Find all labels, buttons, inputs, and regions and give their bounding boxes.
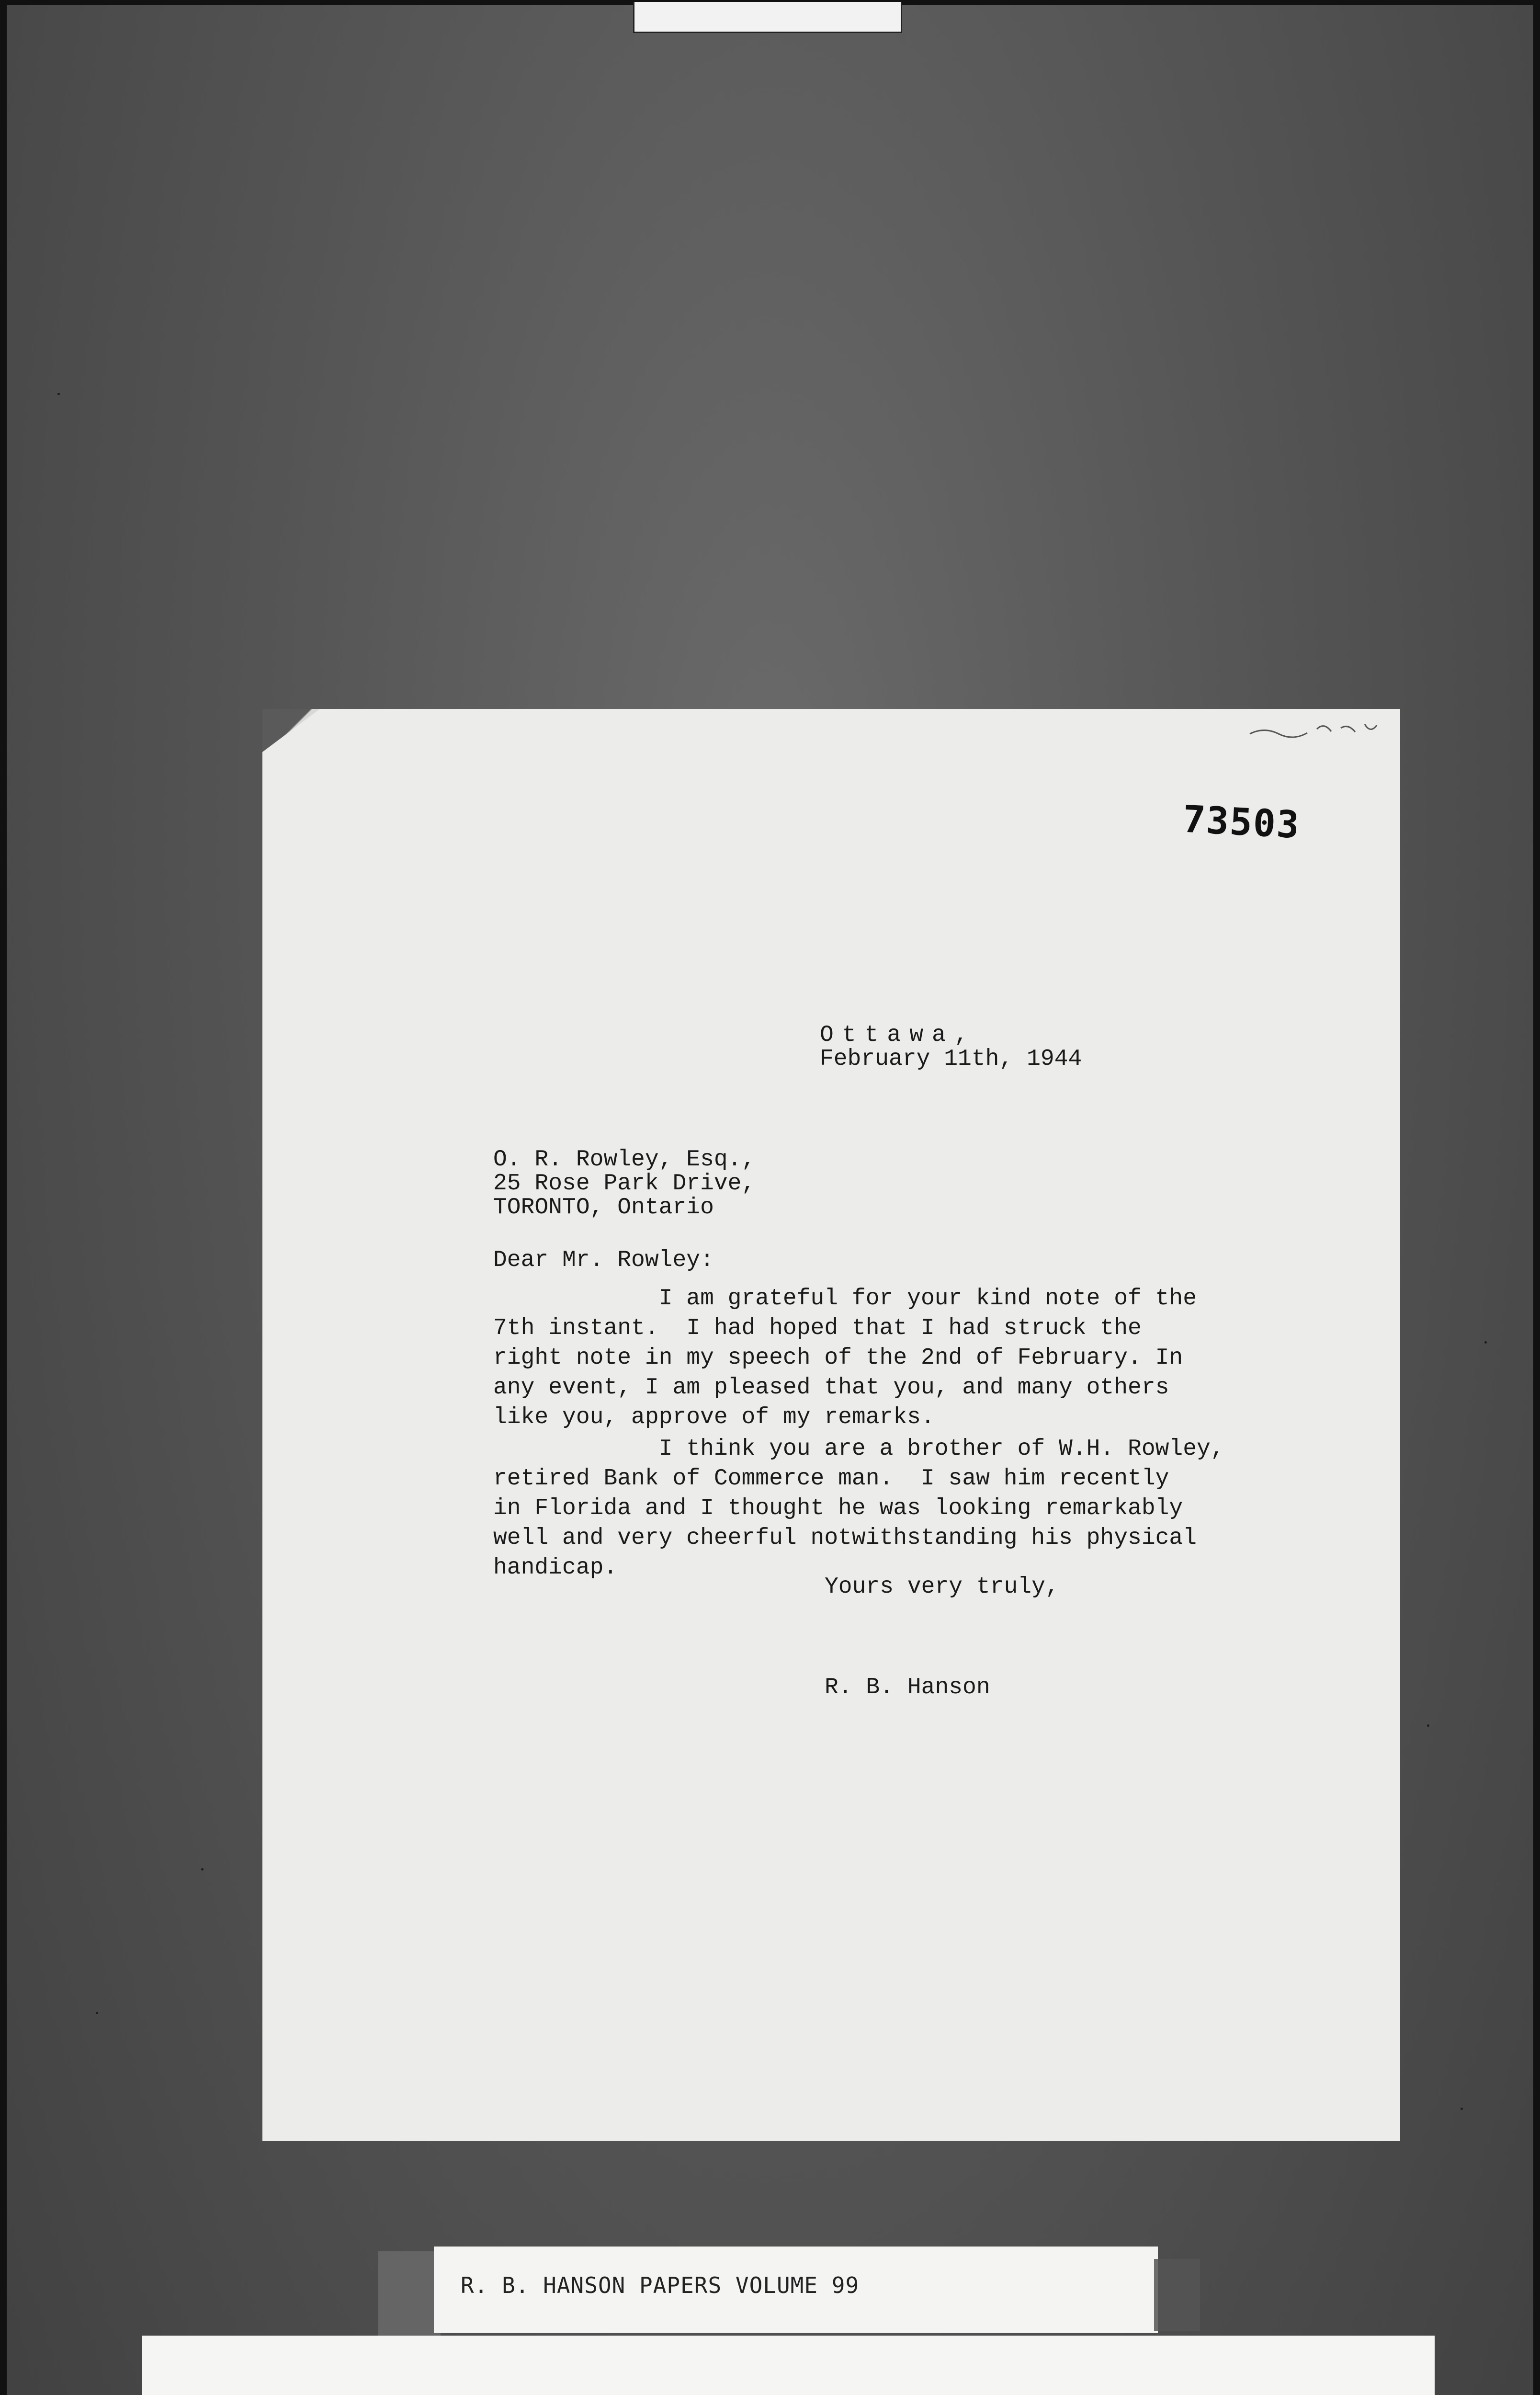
film-speck — [96, 2012, 98, 2014]
recipient-name: O. R. Rowley, Esq., — [493, 1147, 756, 1173]
signature-name: R. B. Hanson — [825, 1675, 990, 1700]
film-edge-left — [0, 0, 7, 2395]
letter-date: February 11th, 1944 — [820, 1046, 1082, 1072]
tape-strip — [1154, 2259, 1200, 2331]
top-index-tab — [633, 2, 902, 33]
film-speck — [1484, 1341, 1487, 1344]
salutation: Dear Mr. Rowley: — [493, 1247, 714, 1273]
recipient-street: 25 Rose Park Drive, — [493, 1171, 756, 1197]
body-paragraph-2: I think you are a brother of W.H. Rowley, retired Bank of Commerce man. I saw him recently in Florida and I thought he was looking remarkably well and very cheerful notwithstanding his physical handicap. — [493, 1436, 1224, 1581]
body-paragraph-1: I am grateful for your kind note of the 7th instant. I had hoped that I had struck the right note in my speech of the 2nd of February. In any event, I am pleased that you, and many others like you, approve of my remarks. — [493, 1286, 1197, 1430]
letter-place: Ottawa, — [820, 1022, 977, 1048]
document-number-stamp: 73503 — [1181, 798, 1301, 847]
pencil-annotation — [1245, 715, 1389, 743]
volume-label-text: R. B. HANSON PAPERS VOLUME 99 — [461, 2272, 860, 2298]
film-speck — [201, 1868, 204, 1870]
film-edge-right — [1533, 0, 1540, 2395]
recipient-city: TORONTO, Ontario — [493, 1195, 714, 1220]
film-speck — [1427, 1724, 1429, 1727]
archives-card — [142, 2336, 1435, 2395]
tape-strip — [378, 2251, 441, 2338]
film-speck — [1461, 2108, 1463, 2110]
film-speck — [57, 393, 60, 395]
complimentary-close: Yours very truly, — [825, 1574, 1059, 1600]
